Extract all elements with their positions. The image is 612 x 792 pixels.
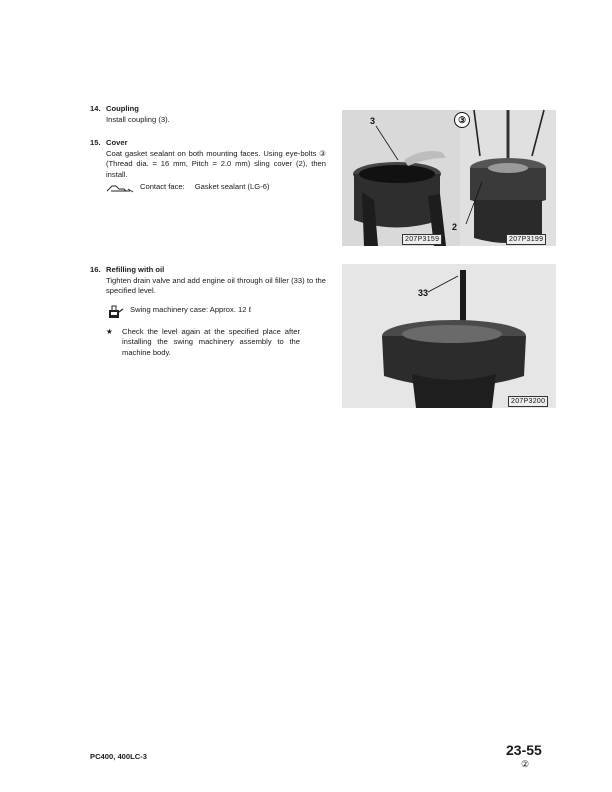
callout-33: 33: [418, 288, 429, 298]
step-text: Tighten drain valve and add engine oil through oil filler (33) to the specified level.: [106, 275, 326, 296]
star-mark: ★: [106, 326, 113, 336]
photo-id-label: 207P3159: [402, 234, 442, 245]
photo-coupling: [342, 110, 460, 246]
photo-oil-filler: [342, 264, 556, 408]
callout-2: 2: [452, 222, 458, 232]
step-16: [90, 265, 326, 359]
step-heading: [90, 138, 326, 149]
step-text: Install coupling (3).: [106, 114, 170, 124]
note-value: Gasket sealant (LG-6): [194, 182, 270, 192]
step-title: Refilling with oil: [106, 265, 165, 274]
step-14: [90, 104, 326, 125]
photo-id-label: 207P3200: [508, 396, 548, 407]
sealant-note: [106, 182, 326, 193]
step-title: Coupling: [106, 104, 139, 113]
step-heading: [90, 104, 326, 115]
star-text: Check the level again at the specified place after installing the swing machinery assembly to the machine body.: [122, 326, 300, 357]
oil-capacity: Swing machinery case: Approx. 12 ℓ: [130, 305, 252, 315]
page-number: 23-55: [506, 742, 542, 758]
step-number: 14.: [90, 104, 101, 113]
photo-cover: [452, 110, 556, 246]
oil-can-icon: [106, 303, 124, 319]
oil-note: [106, 303, 326, 319]
gasket-icon: [106, 183, 134, 193]
revision-mark: ②: [521, 759, 530, 769]
photo-id-label: 207P3199: [506, 234, 546, 245]
star-note: [106, 327, 326, 359]
photo-coupling-image: [342, 110, 460, 246]
step-heading: [90, 265, 326, 276]
step-title: Cover: [106, 138, 128, 147]
model-footer: PC400, 400LC-3: [90, 752, 147, 761]
step-number: 15.: [90, 138, 101, 147]
note-label: Contact face:: [140, 182, 185, 192]
step-15: [90, 138, 326, 193]
photo-oil-filler-image: [342, 264, 556, 408]
photo-cover-image: [460, 110, 556, 246]
callout-eyebolt: ③: [454, 112, 470, 128]
callout-3: 3: [370, 116, 376, 126]
step-text: Coat gasket sealant on both mounting faces. Using eye-bolts ③ (Thread dia. = 16 mm, Pitch = 2.0 mm) sling cover (2), then install.: [106, 148, 326, 179]
step-number: 16.: [90, 265, 101, 274]
